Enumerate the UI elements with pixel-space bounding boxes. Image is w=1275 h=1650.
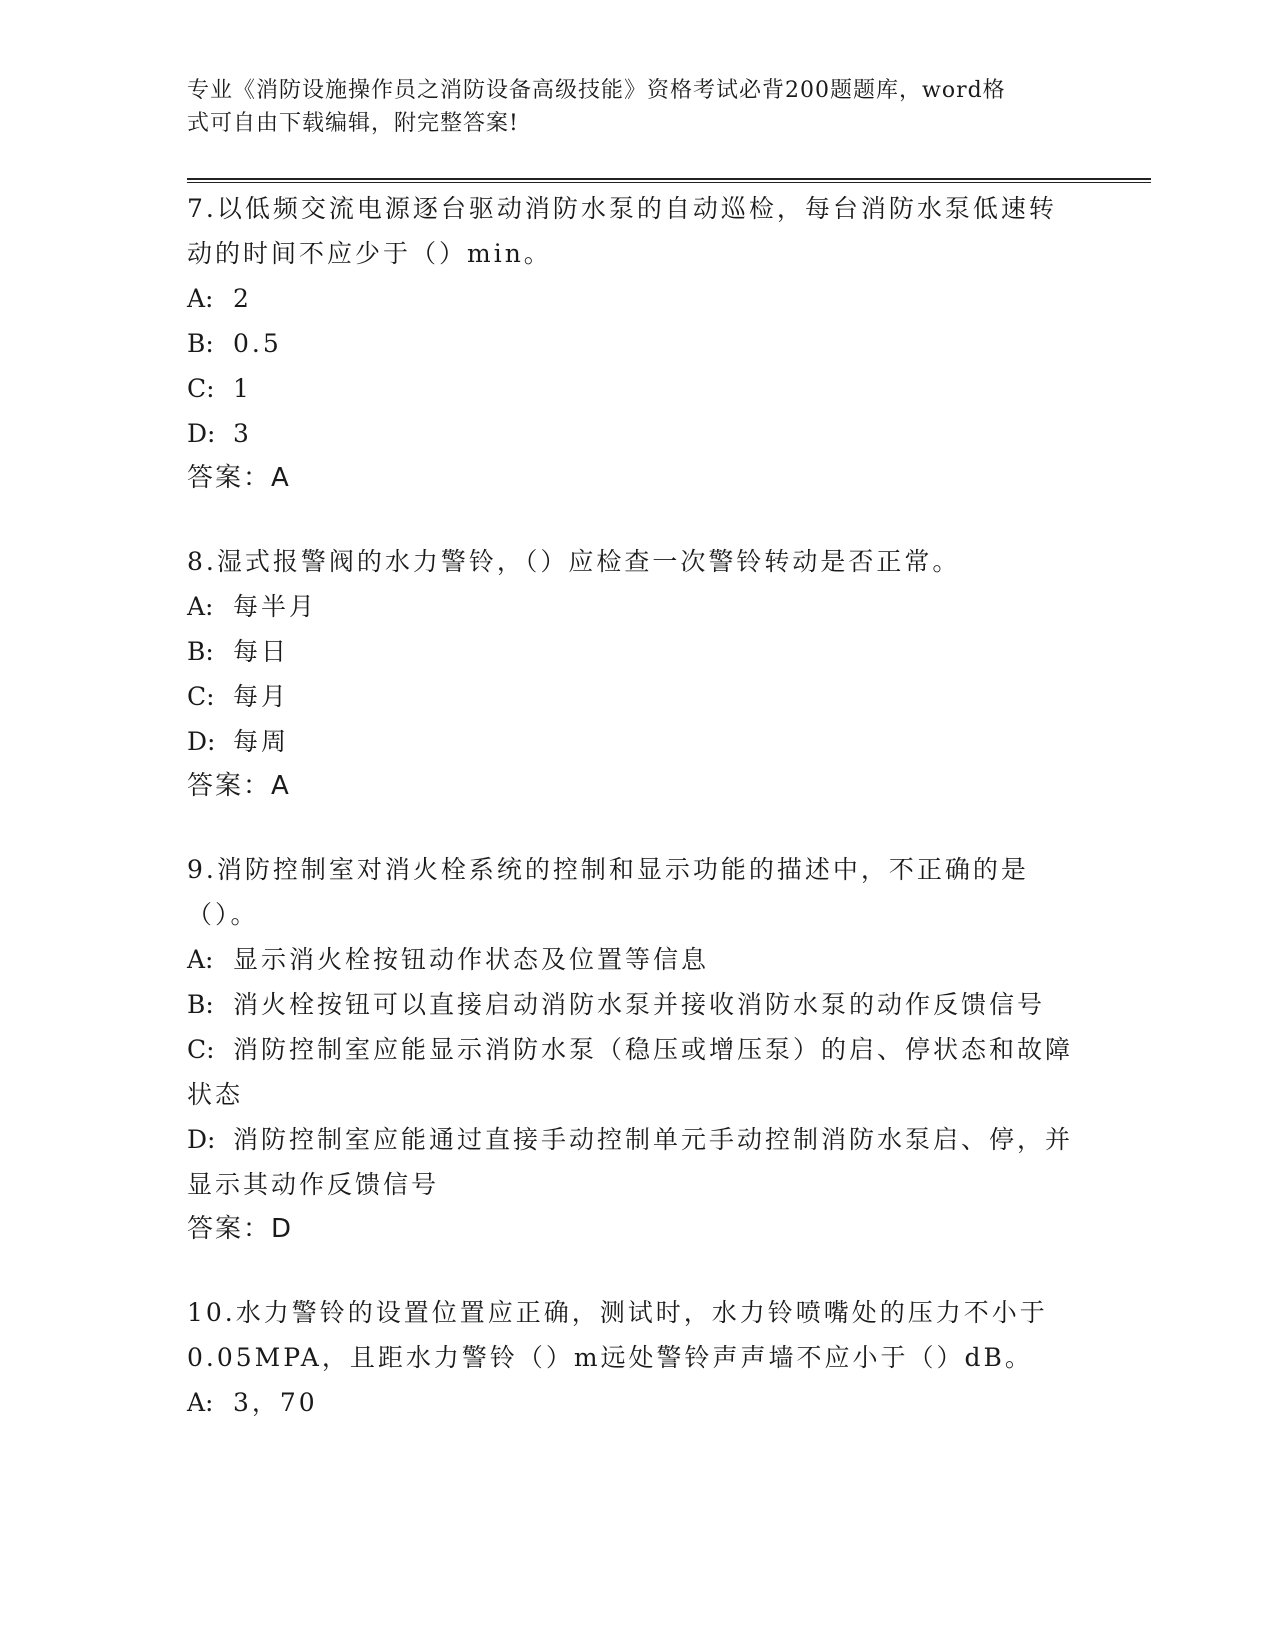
option-c — [187, 366, 1077, 411]
option-list — [187, 584, 1077, 764]
question-list — [187, 186, 1077, 1463]
option-text: 2 — [233, 284, 252, 313]
option-a — [187, 276, 1077, 321]
option-c — [187, 1027, 1077, 1117]
question-8 — [187, 539, 1077, 809]
answer-label: 答案： — [187, 1214, 272, 1244]
question-text: 8.湿式报警阀的水力警铃，（）应检查一次警铃转动是否正常。 — [187, 547, 961, 576]
option-b — [187, 629, 1077, 674]
option-a — [187, 937, 1077, 982]
header-line-1: 专业《消防设施操作员之消防设备高级技能》资格考试必背200题题库，word格 — [187, 78, 1006, 103]
answer-value: D — [271, 1214, 294, 1244]
option-c — [187, 674, 1077, 719]
option-d — [187, 1117, 1077, 1207]
option-d — [187, 719, 1077, 764]
option-letter: C: — [187, 1035, 215, 1064]
answer-line — [187, 764, 1077, 809]
option-text: 消火栓按钮可以直接启动消防水泵并接收消防水泵的动作反馈信号 — [233, 990, 1046, 1019]
document-header — [187, 74, 1067, 140]
option-text: 1 — [233, 374, 252, 403]
question-7 — [187, 186, 1077, 501]
option-letter: A: — [187, 592, 214, 621]
option-text: 每月 — [233, 682, 290, 711]
option-letter: C: — [187, 682, 215, 711]
option-text: 3，70 — [233, 1388, 318, 1417]
question-9 — [187, 847, 1077, 1252]
question-text: 7.以低频交流电源逐台驱动消防水泵的自动巡检，每台消防水泵低速转动的时间不应少于（）min。 — [187, 194, 1057, 268]
option-letter: C: — [187, 374, 215, 403]
answer-label: 答案： — [187, 463, 272, 493]
header-divider — [187, 178, 1151, 183]
option-d — [187, 411, 1077, 456]
option-list — [187, 1380, 1077, 1425]
option-list — [187, 276, 1077, 456]
answer-value: A — [271, 771, 291, 801]
option-b — [187, 982, 1077, 1027]
answer-label: 答案： — [187, 771, 272, 801]
answer-value: A — [271, 463, 291, 493]
option-text: 每周 — [233, 727, 290, 756]
option-letter: B: — [187, 990, 214, 1019]
option-text: 3 — [233, 419, 252, 448]
option-b — [187, 321, 1077, 366]
question-text: 10.水力警铃的设置位置应正确，测试时，水力铃喷嘴处的压力不小于0.05MPA，且距水力警铃（）m远处警铃声声墙不应小于（）dB。 — [187, 1298, 1048, 1372]
option-letter: D: — [187, 727, 216, 756]
option-text: 0.5 — [233, 329, 282, 358]
option-text: 消防控制室应能通过直接手动控制单元手动控制消防水泵启、停，并显示其动作反馈信号 — [187, 1125, 1074, 1199]
option-letter: B: — [187, 329, 214, 358]
option-text: 消防控制室应能显示消防水泵（稳压或增压泵）的启、停状态和故障状态 — [187, 1035, 1074, 1109]
option-text: 每日 — [233, 637, 290, 666]
header-line-2: 式可自由下载编辑，附完整答案! — [187, 111, 519, 136]
question-text: 9.消防控制室对消火栓系统的控制和显示功能的描述中，不正确的是（）。 — [187, 855, 1029, 929]
answer-line — [187, 1207, 1077, 1252]
option-letter: D: — [187, 419, 216, 448]
option-letter: A: — [187, 284, 214, 313]
option-letter: A: — [187, 945, 214, 974]
option-a — [187, 1380, 1077, 1425]
option-letter: A: — [187, 1388, 214, 1417]
question-10 — [187, 1290, 1077, 1425]
option-a — [187, 584, 1077, 629]
option-text: 显示消火栓按钮动作状态及位置等信息 — [233, 945, 710, 974]
option-letter: D: — [187, 1125, 216, 1154]
option-text: 每半月 — [233, 592, 318, 621]
option-list — [187, 937, 1077, 1207]
answer-line — [187, 456, 1077, 501]
option-letter: B: — [187, 637, 214, 666]
